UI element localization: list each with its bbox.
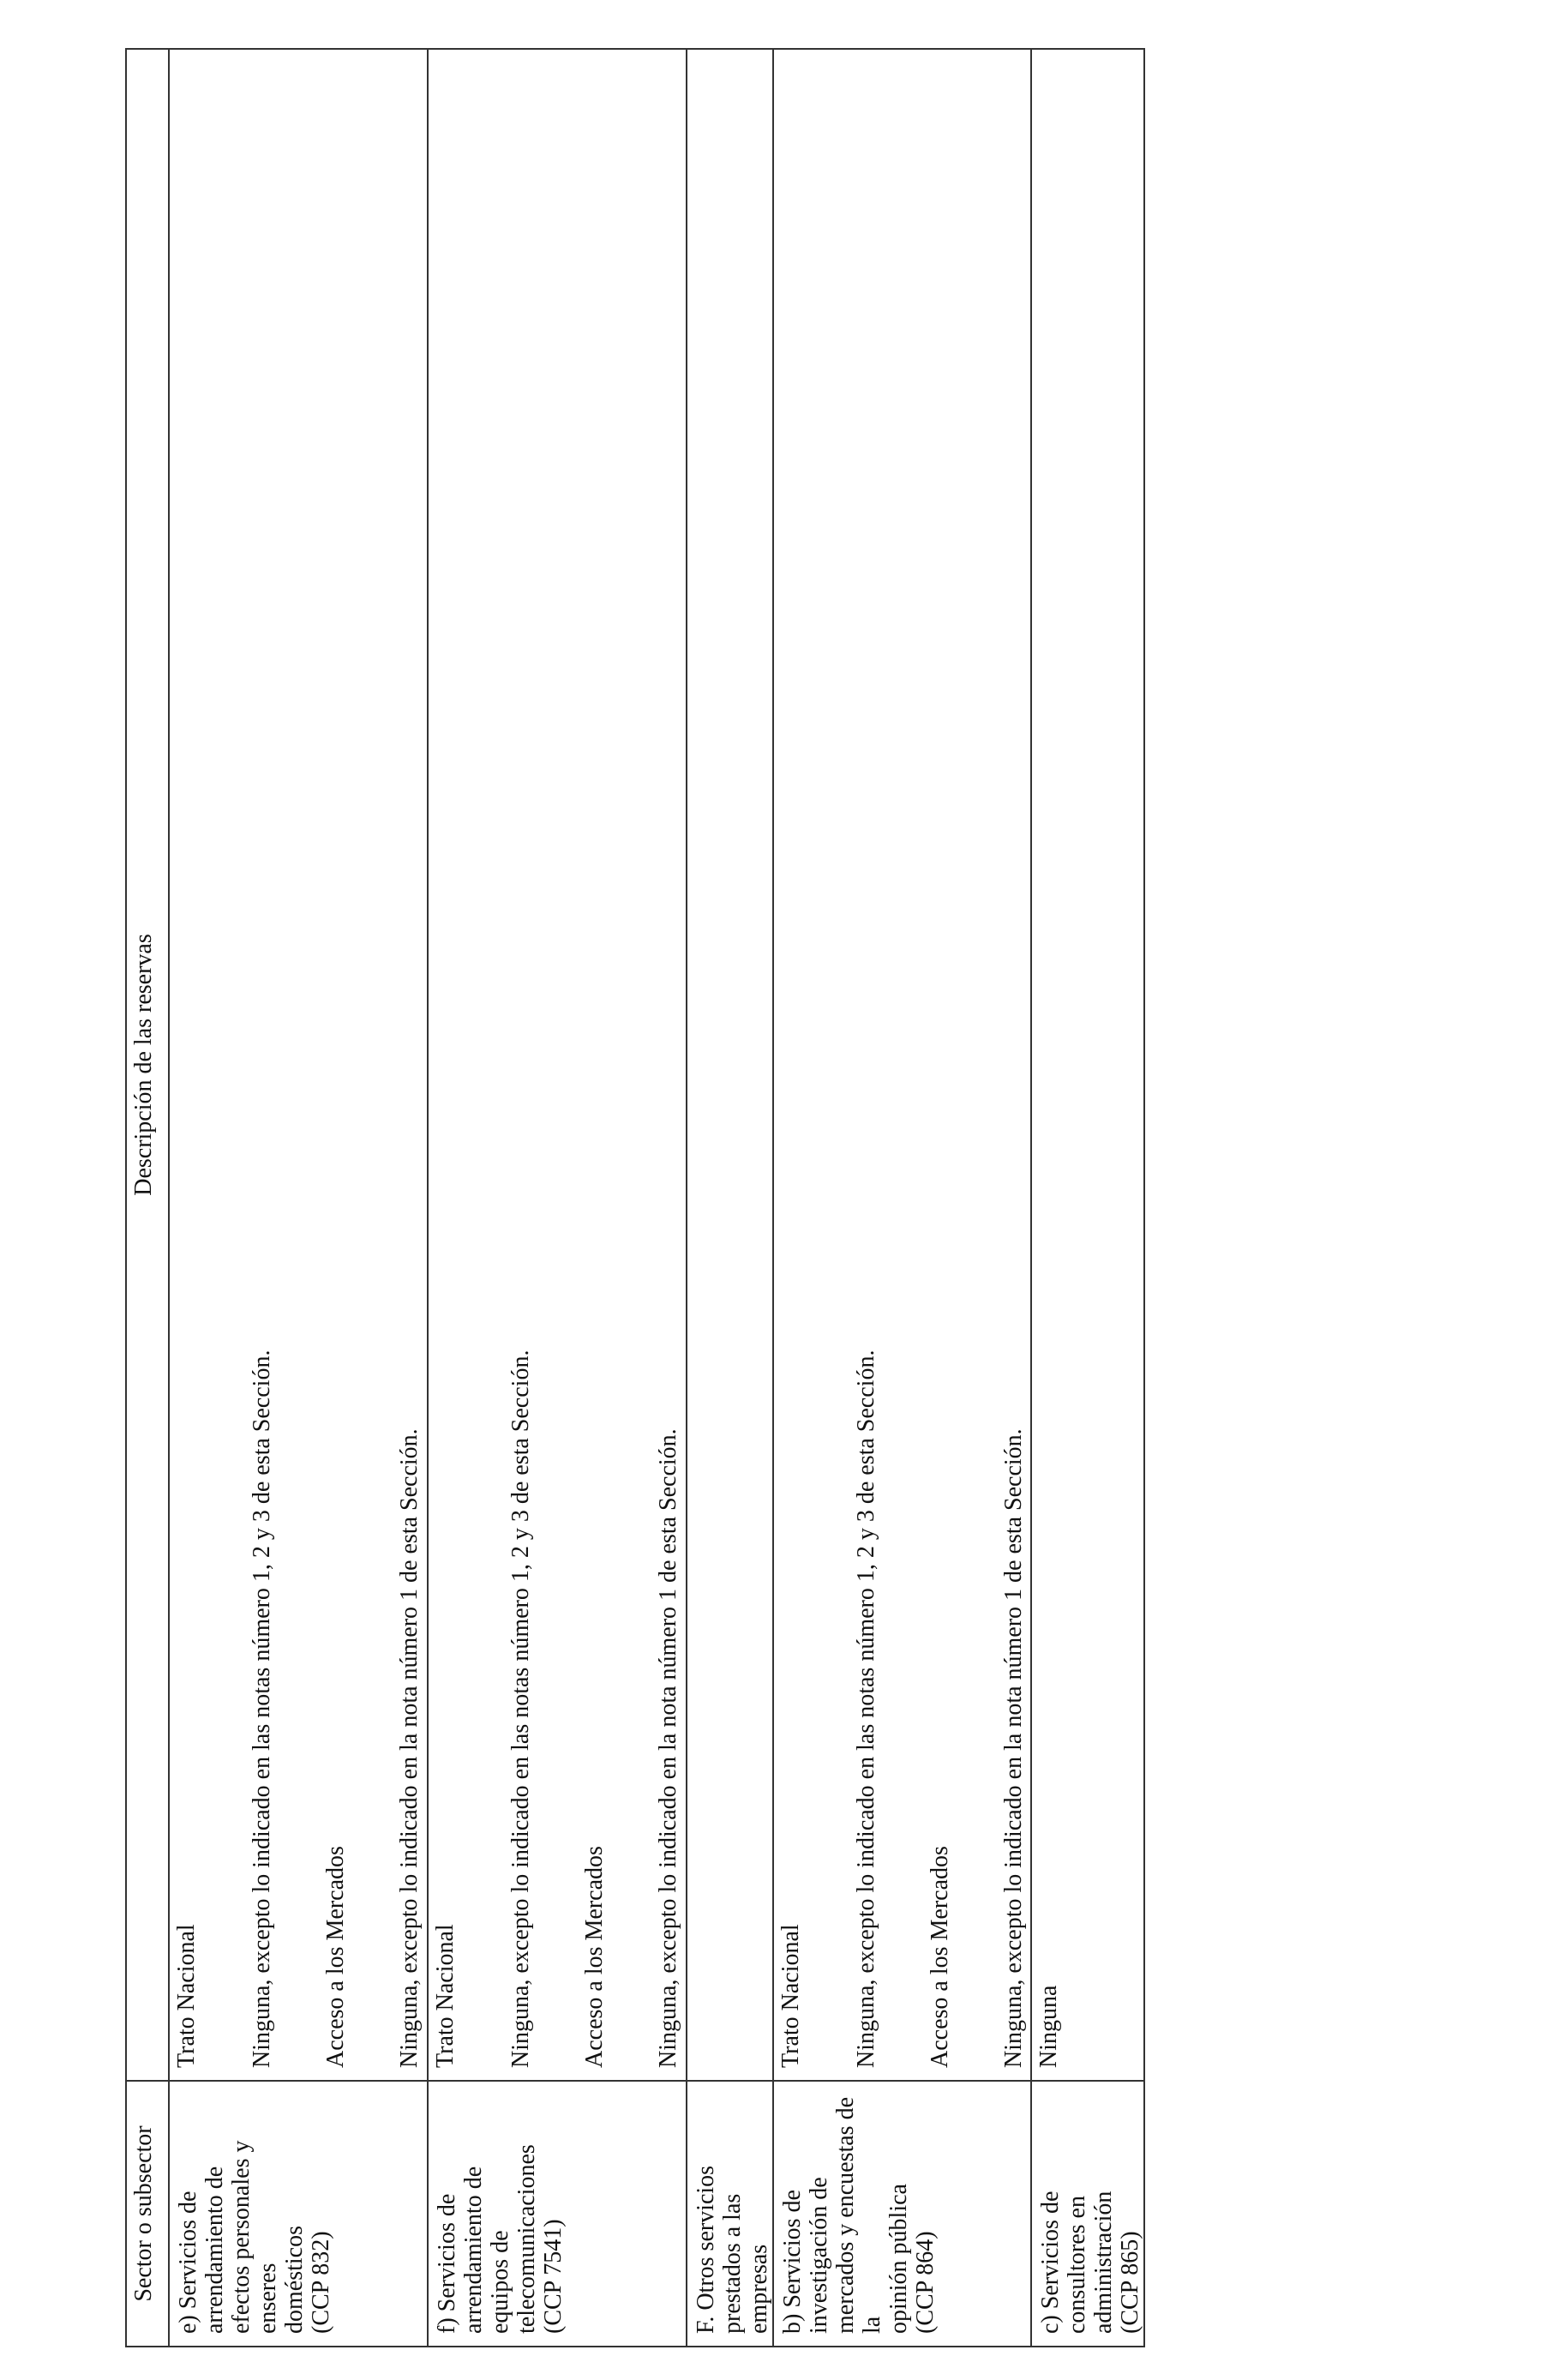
national-treatment-label: Trato Nacional xyxy=(432,1924,459,2068)
sector-header-text: Sector o subsector xyxy=(130,2125,157,2302)
sector-cell xyxy=(1031,2081,1144,2347)
description-cell xyxy=(169,49,428,2081)
market-access-text: Ninguna, excepto lo indicado en la nota número 1 de esta Sección. xyxy=(1000,1428,1027,2068)
market-access-label: Acceso a los Mercados xyxy=(581,1846,608,2068)
national-treatment-text: Ninguna, excepto lo indicado en las notas número 1, 2 y 3 de esta Sección. xyxy=(507,1349,534,2068)
sector-column-header xyxy=(126,2081,169,2347)
national-treatment-label: Trato Nacional xyxy=(173,1924,200,2068)
sector-line: administración xyxy=(1090,2191,1117,2334)
description-cell xyxy=(773,49,1031,2081)
market-access-text: Ninguna, excepto lo indicado en la nota número 1 de esta Sección. xyxy=(655,1428,681,2068)
rotated-page-content xyxy=(125,50,1143,2347)
sector-line: opinión pública xyxy=(885,2184,912,2334)
market-access-label: Acceso a los Mercados xyxy=(927,1846,953,2068)
sector-line: domésticos xyxy=(281,2226,308,2334)
sector-line: F. Otros servicios prestados a las xyxy=(693,2165,746,2334)
reservations-table xyxy=(125,48,1145,2347)
description-cell-empty xyxy=(687,49,773,2081)
sector-cell xyxy=(687,2081,773,2347)
description-column-header xyxy=(126,49,169,2081)
table-row xyxy=(687,49,773,2347)
description-text: Ninguna xyxy=(1035,1985,1062,2068)
national-treatment-label: Trato Nacional xyxy=(777,1924,804,2068)
sector-cell xyxy=(428,2081,687,2347)
sector-line: (CCP 865) xyxy=(1117,2231,1143,2334)
sector-line: empresas xyxy=(746,2244,772,2334)
description-cell xyxy=(1031,49,1144,2081)
sector-line: efectos personales y enseres xyxy=(228,2140,281,2334)
sector-line: b) Servicios de investigación de xyxy=(779,2177,832,2334)
market-access-text: Ninguna, excepto lo indicado en la nota número 1 de esta Sección. xyxy=(396,1428,423,2068)
table-row xyxy=(169,49,428,2347)
national-treatment-text: Ninguna, excepto lo indicado en las notas número 1, 2 y 3 de esta Sección. xyxy=(249,1349,275,2068)
sector-line: (CCP 864) xyxy=(912,2231,939,2334)
sector-cell xyxy=(169,2081,428,2347)
market-access-label: Acceso a los Mercados xyxy=(322,1846,349,2068)
sector-line: e) Servicios de arrendamiento de xyxy=(175,2166,228,2334)
table-row xyxy=(428,49,687,2347)
sector-line: (CCP 7541) xyxy=(540,2219,567,2334)
description-cell xyxy=(428,49,687,2081)
table-header-row xyxy=(126,49,169,2347)
table-row xyxy=(773,49,1031,2347)
sector-line: equipos de telecomunicaciones xyxy=(487,2144,540,2334)
sector-cell xyxy=(773,2081,1031,2347)
description-header-text: Descripción de las reservas xyxy=(130,934,157,1196)
table-row xyxy=(1031,49,1144,2347)
sector-line: mercados y encuestas de la xyxy=(832,2097,885,2334)
sector-line: f) Servicios de arrendamiento de xyxy=(434,2166,487,2334)
national-treatment-text: Ninguna, excepto lo indicado en las notas número 1, 2 y 3 de esta Sección. xyxy=(853,1349,879,2068)
sector-line: (CCP 832) xyxy=(308,2231,334,2334)
sector-line: c) Servicios de consultores en xyxy=(1037,2191,1090,2334)
